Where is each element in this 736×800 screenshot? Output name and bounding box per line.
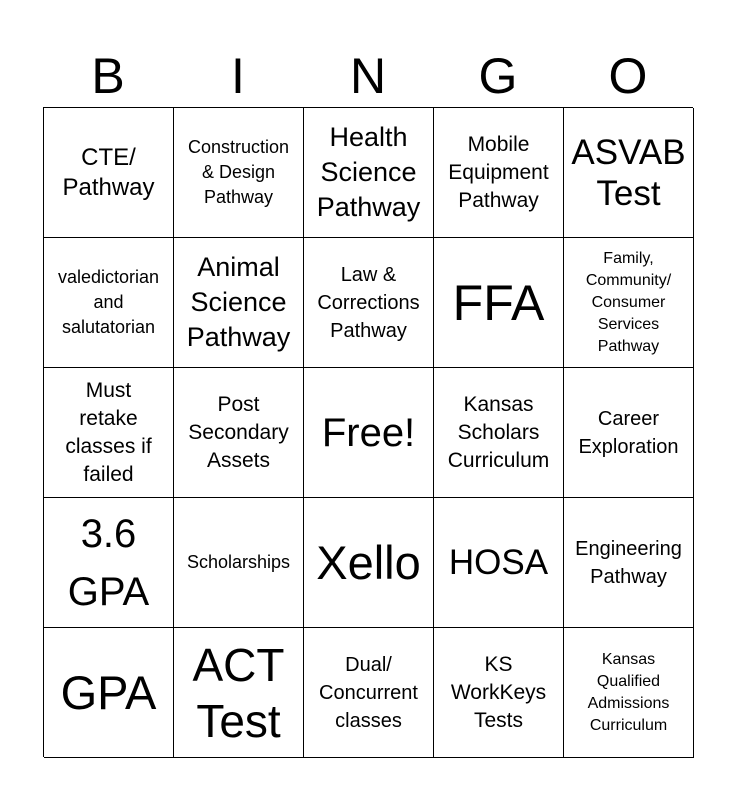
cell-label: Kansas Scholars Curriculum [447, 392, 550, 472]
header-letter-b: B [91, 48, 125, 104]
bingo-cell[interactable] [434, 108, 564, 238]
cell-label: CTE/ Pathway [62, 143, 155, 201]
cell-label: Family, Community/ Consumer Services Pathway [585, 249, 672, 355]
free-space-label: Free! [321, 410, 416, 455]
cell-label: 3.6 GPA [67, 511, 150, 614]
bingo-cell[interactable] [44, 628, 174, 758]
bingo-cell[interactable] [174, 368, 304, 498]
cell-label: Xello [316, 535, 421, 589]
cell-label: Scholarships [186, 552, 291, 572]
header-letter-n: N [349, 48, 387, 104]
cell-label: FFA [452, 274, 545, 331]
bingo-cell[interactable] [564, 238, 694, 368]
cell-label: Must retake classes if failed [65, 378, 152, 486]
cell-label: HOSA [448, 543, 549, 582]
bingo-cell[interactable] [434, 368, 564, 498]
header-letter-i: I [231, 48, 245, 104]
bingo-cell[interactable] [434, 238, 564, 368]
bingo-cell[interactable] [564, 108, 694, 238]
bingo-cell[interactable] [434, 498, 564, 628]
bingo-header [43, 48, 693, 104]
bingo-cell[interactable] [564, 368, 694, 498]
bingo-cell[interactable] [304, 498, 434, 628]
cell-label: KS WorkKeys Tests [450, 652, 547, 732]
cell-label: Law & Corrections Pathway [317, 263, 420, 342]
bingo-cell[interactable] [44, 368, 174, 498]
bingo-cell[interactable] [44, 498, 174, 628]
cell-label: Post Secondary Assets [188, 392, 289, 472]
cell-label: Career Exploration [578, 407, 679, 458]
cell-label: Dual/ Concurrent classes [319, 653, 418, 732]
bingo-cell[interactable] [434, 628, 564, 758]
bingo-cell[interactable] [44, 238, 174, 368]
cell-label: GPA [60, 665, 157, 719]
bingo-grid [43, 107, 693, 757]
header-letter-g: G [478, 48, 518, 104]
bingo-cell[interactable] [174, 238, 304, 368]
cell-label: valedictorian and salutatorian [57, 267, 160, 337]
cell-label: ACT Test [192, 638, 285, 747]
header-letter-o: O [608, 48, 648, 104]
cell-label: Animal Science Pathway [186, 252, 291, 352]
bingo-cell[interactable] [564, 498, 694, 628]
bingo-cell[interactable] [44, 108, 174, 238]
bingo-cell[interactable] [304, 238, 434, 368]
bingo-cell[interactable] [564, 628, 694, 758]
cell-label: Kansas Qualified Admissions Curriculum [587, 650, 670, 734]
bingo-cell[interactable] [174, 108, 304, 238]
bingo-cell[interactable] [174, 498, 304, 628]
cell-label: Construction & Design Pathway [187, 137, 290, 207]
bingo-cell[interactable] [304, 628, 434, 758]
cell-label: Health Science Pathway [316, 122, 421, 222]
bingo-cell[interactable] [174, 628, 304, 758]
cell-label: Mobile Equipment Pathway [448, 132, 549, 212]
cell-label: ASVAB Test [571, 132, 686, 213]
bingo-cell[interactable] [304, 108, 434, 238]
free-space-cell[interactable] [304, 368, 434, 498]
cell-label: Engineering Pathway [575, 537, 682, 588]
